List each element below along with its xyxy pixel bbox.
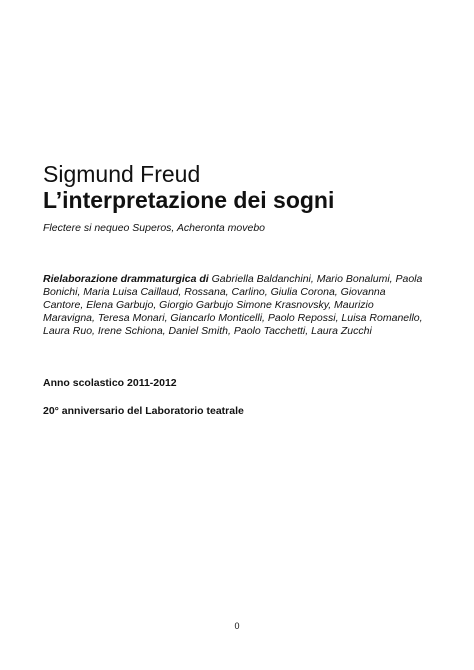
document-title: L’interpretazione dei sogni [43, 187, 335, 213]
anniversary-line: 20° anniversario del Laboratorio teatrale [43, 405, 244, 417]
credits-paragraph [43, 273, 423, 338]
school-year: Anno scolastico 2011-2012 [43, 377, 177, 389]
epigraph: Flectere si nequeo Superos, Acheronta movebo [43, 222, 265, 234]
credits-names: Gabriella Baldanchini, Mario Bonalumi, Paola Bonichi, Maria Luisa Caillaud, Rossana, Carlino, Giulia Corona, Giovanna Cantore, Elena Garbujo, Giorgio Garbujo Simone Krasnovsky, Maurizio Maravigna, Teresa Monari, Giancarlo Monticelli, Paolo Repossi, Luisa Romanello, Laura Ruo, Irene Schiona, Daniel Smith, Paolo Tacchetti, Laura Zucchi [43, 273, 423, 337]
author-name: Sigmund Freud [43, 161, 201, 187]
credits-label: Rielaborazione drammaturgica di [43, 273, 209, 285]
page-number: 0 [234, 621, 240, 631]
